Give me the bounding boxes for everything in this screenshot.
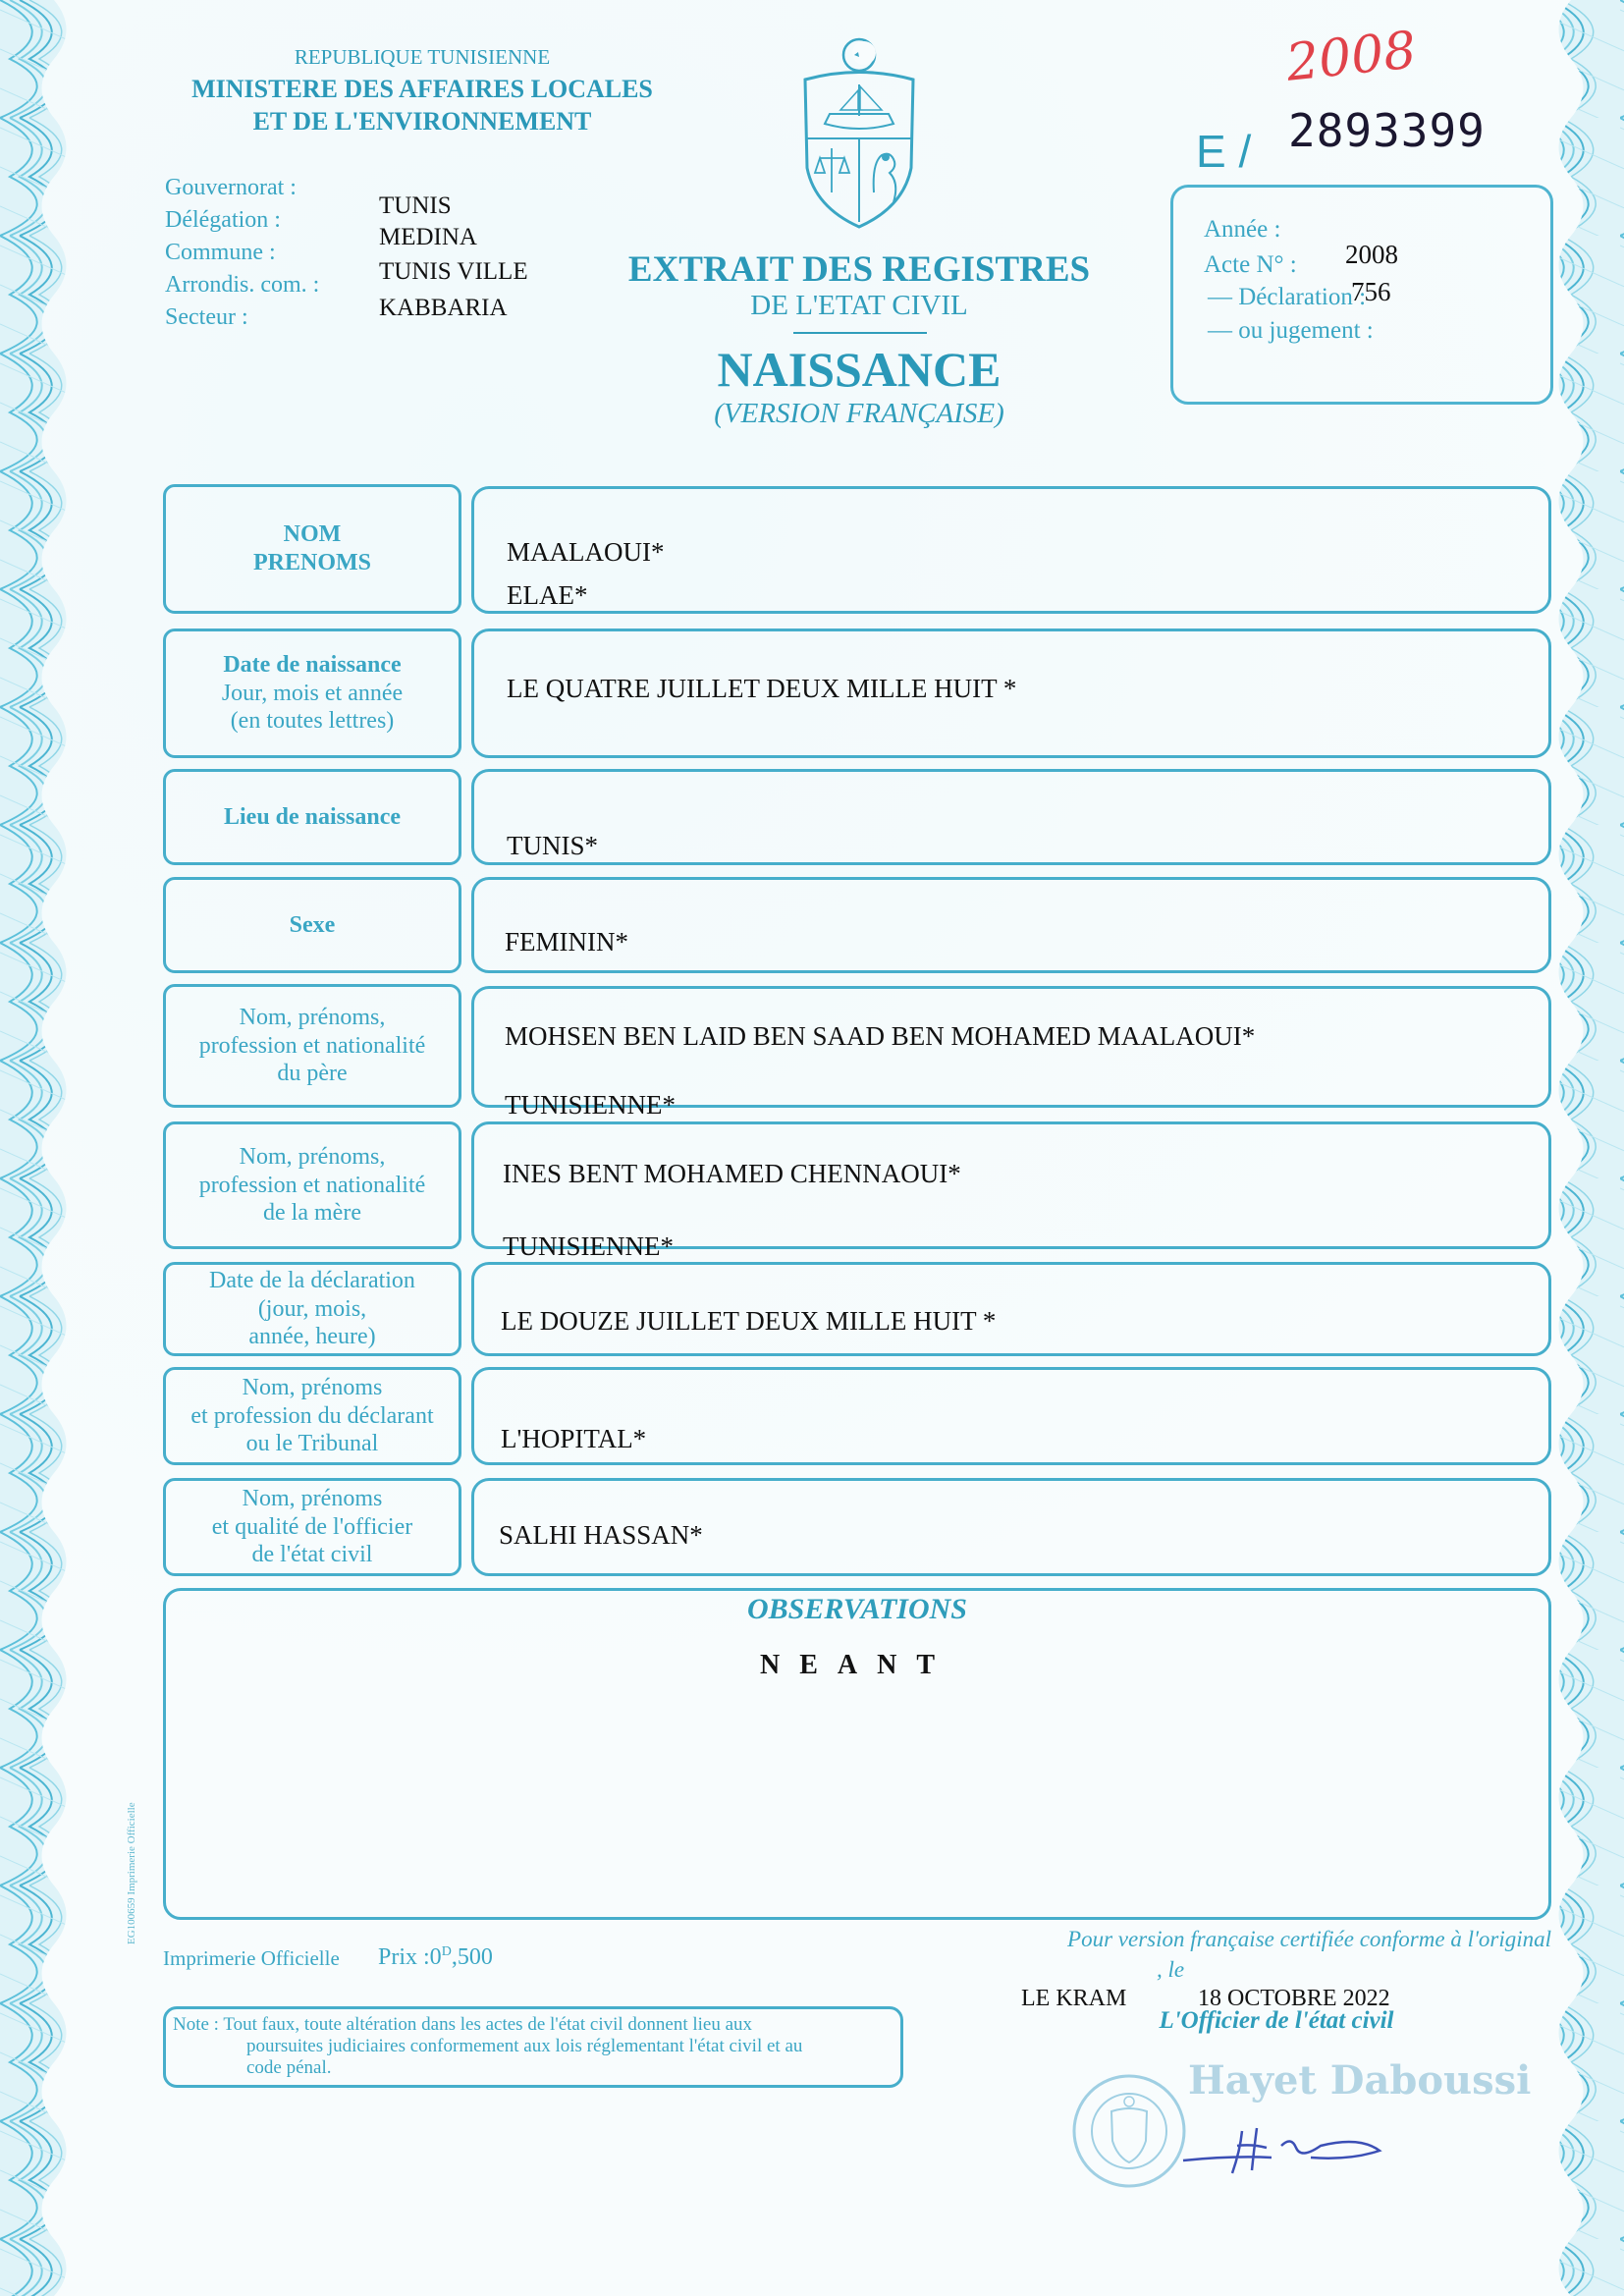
- row-value-box-sexe: [471, 877, 1551, 973]
- note-line: code pénal.: [246, 2056, 332, 2078]
- row-label-line: Date de naissance: [223, 651, 402, 678]
- row-label-line: NOM: [283, 521, 342, 548]
- date-naissance-value: LE QUATRE JUILLET DEUX MILLE HUIT *: [507, 674, 1017, 703]
- row-label-mere: [163, 1121, 461, 1249]
- row-label-line: Nom, prénoms: [242, 1374, 383, 1400]
- commune-value: TUNIS VILLE: [379, 258, 528, 285]
- signature-name-stamp: Hayet Daboussi: [1188, 2057, 1532, 2104]
- row-label-line: Date de la déclaration: [209, 1267, 415, 1293]
- row-label-line: Jour, mois et année: [221, 680, 404, 706]
- row-label-line: Lieu de naissance: [223, 803, 402, 830]
- document-title-line-1: EXTRAIT DES REGISTRES: [627, 249, 1091, 290]
- declaration-label: — Déclaration :: [1208, 284, 1367, 310]
- row-label-officier: [163, 1478, 461, 1576]
- imprimerie-label: Imprimerie Officielle: [163, 1946, 340, 1970]
- observations-title: OBSERVATIONS: [747, 1593, 967, 1625]
- row-label-line: (en toutes lettres): [230, 708, 395, 735]
- note-line: Note : Tout faux, toute altération dans les actes de l'état civil donnent lieu aux: [173, 2014, 753, 2035]
- signature-icon: [1173, 2116, 1389, 2175]
- officier-title: L'Officier de l'état civil: [1159, 2007, 1394, 2034]
- annee-value: 2008: [1345, 240, 1398, 269]
- lieu-naissance-value: TUNIS*: [507, 831, 598, 860]
- delegation-value: MEDINA: [379, 224, 477, 250]
- row-label-nom-prenoms: [163, 484, 461, 614]
- pere-name-value: MOHSEN BEN LAID BEN SAAD BEN MOHAMED MAALAOUI*: [505, 1021, 1256, 1051]
- ministry-line-1: MINISTERE DES AFFAIRES LOCALES: [191, 75, 653, 103]
- price-suffix: ,500: [451, 1944, 493, 1970]
- delegation-label: Délégation :: [165, 207, 281, 233]
- gouvernorat-value: TUNIS: [379, 192, 452, 219]
- row-label-declarant: [163, 1367, 461, 1465]
- version-subtitle: (VERSION FRANÇAISE): [714, 398, 1004, 429]
- ministry-line-2: ET DE L'ENVIRONNEMENT: [252, 107, 592, 136]
- date-declaration-value: LE DOUZE JUILLET DEUX MILLE HUIT *: [501, 1306, 997, 1336]
- certification-text: Pour version française certifiée conforme à l'original: [1067, 1927, 1551, 1951]
- row-label-line: profession et nationalité: [198, 1032, 426, 1059]
- document-type-title: NAISSANCE: [717, 342, 1001, 397]
- coat-of-arms-icon: [795, 35, 923, 232]
- row-label-line: et profession du déclarant: [190, 1402, 434, 1429]
- handwritten-year: 2008: [1283, 21, 1420, 93]
- official-seal-icon: [1070, 2072, 1188, 2190]
- row-label-line: année, heure): [248, 1324, 376, 1350]
- row-label-line: profession et nationalité: [198, 1172, 426, 1198]
- republic-heading: REPUBLIQUE TUNISIENNE: [294, 45, 551, 69]
- row-label-line: de la mère: [263, 1200, 361, 1227]
- commune-label: Commune :: [165, 240, 276, 265]
- row-label-pere: [163, 984, 461, 1108]
- print-reference-code: EG100659 Imprimerie Officielle: [126, 1802, 137, 1944]
- price-currency: D: [441, 1944, 452, 1959]
- certification-date: 18 OCTOBRE 2022: [1198, 1986, 1390, 2011]
- arrondissement-label: Arrondis. com. :: [165, 272, 320, 298]
- left-guilloche-border: [0, 0, 88, 2296]
- gouvernorat-label: Gouvernorat :: [165, 175, 297, 200]
- mere-name-value: INES BENT MOHAMED CHENNAOUI*: [503, 1159, 961, 1188]
- certification-le: , le: [1157, 1957, 1185, 1982]
- secteur-label: Secteur :: [165, 304, 248, 330]
- acte-number-label: Acte N° :: [1204, 251, 1297, 278]
- row-label-date-naissance: [163, 629, 461, 758]
- acte-number-value: 756: [1351, 277, 1391, 306]
- observations-value: NEANT: [759, 1650, 954, 1680]
- row-label-line: (jour, mois,: [257, 1295, 367, 1322]
- row-value-box-lieu-naissance: [471, 769, 1551, 865]
- row-label-line: Nom, prénoms: [242, 1485, 383, 1511]
- declarant-value: L'HOPITAL*: [501, 1424, 647, 1453]
- serial-prefix: E /: [1196, 126, 1252, 177]
- row-label-line: et qualité de l'officier: [211, 1513, 413, 1540]
- price-label: [378, 1944, 493, 1971]
- certification-place: LE KRAM: [1021, 1986, 1127, 2011]
- document-title-line-2: DE L'ETAT CIVIL: [750, 290, 968, 321]
- row-label-date-declaration: [163, 1262, 461, 1356]
- secteur-value: KABBARIA: [379, 295, 508, 321]
- nom-value: MAALAOUI*: [507, 537, 665, 567]
- row-label-lieu-naissance: [163, 769, 461, 865]
- note-line: poursuites judiciaires conformement aux lois réglementant l'état civil et au: [246, 2035, 803, 2056]
- row-label-sexe: [163, 877, 461, 973]
- sexe-value: FEMININ*: [505, 927, 628, 957]
- row-label-line: de l'état civil: [251, 1542, 373, 1568]
- observations-box: [163, 1588, 1551, 1920]
- price-prefix: Prix :0: [378, 1944, 442, 1970]
- legal-note-text: [173, 2014, 899, 2079]
- annee-label: Année :: [1204, 216, 1281, 243]
- prenom-value: ELAE*: [507, 580, 588, 610]
- title-divider: [793, 332, 927, 334]
- row-label-line: Sexe: [289, 911, 336, 938]
- row-label-line: Nom, prénoms,: [239, 1143, 386, 1170]
- serial-number: 2893399: [1288, 104, 1486, 157]
- row-label-line: PRENOMS: [253, 550, 371, 575]
- pere-nationalite-value: TUNISIENNE*: [505, 1090, 676, 1120]
- row-label-line: du père: [277, 1061, 348, 1087]
- mere-nationalite-value: TUNISIENNE*: [503, 1231, 674, 1261]
- row-label-line: Nom, prénoms,: [239, 1004, 386, 1030]
- row-label-line: ou le Tribunal: [245, 1431, 379, 1457]
- officier-value: SALHI HASSAN*: [499, 1520, 703, 1550]
- jugement-label: — ou jugement :: [1208, 317, 1374, 344]
